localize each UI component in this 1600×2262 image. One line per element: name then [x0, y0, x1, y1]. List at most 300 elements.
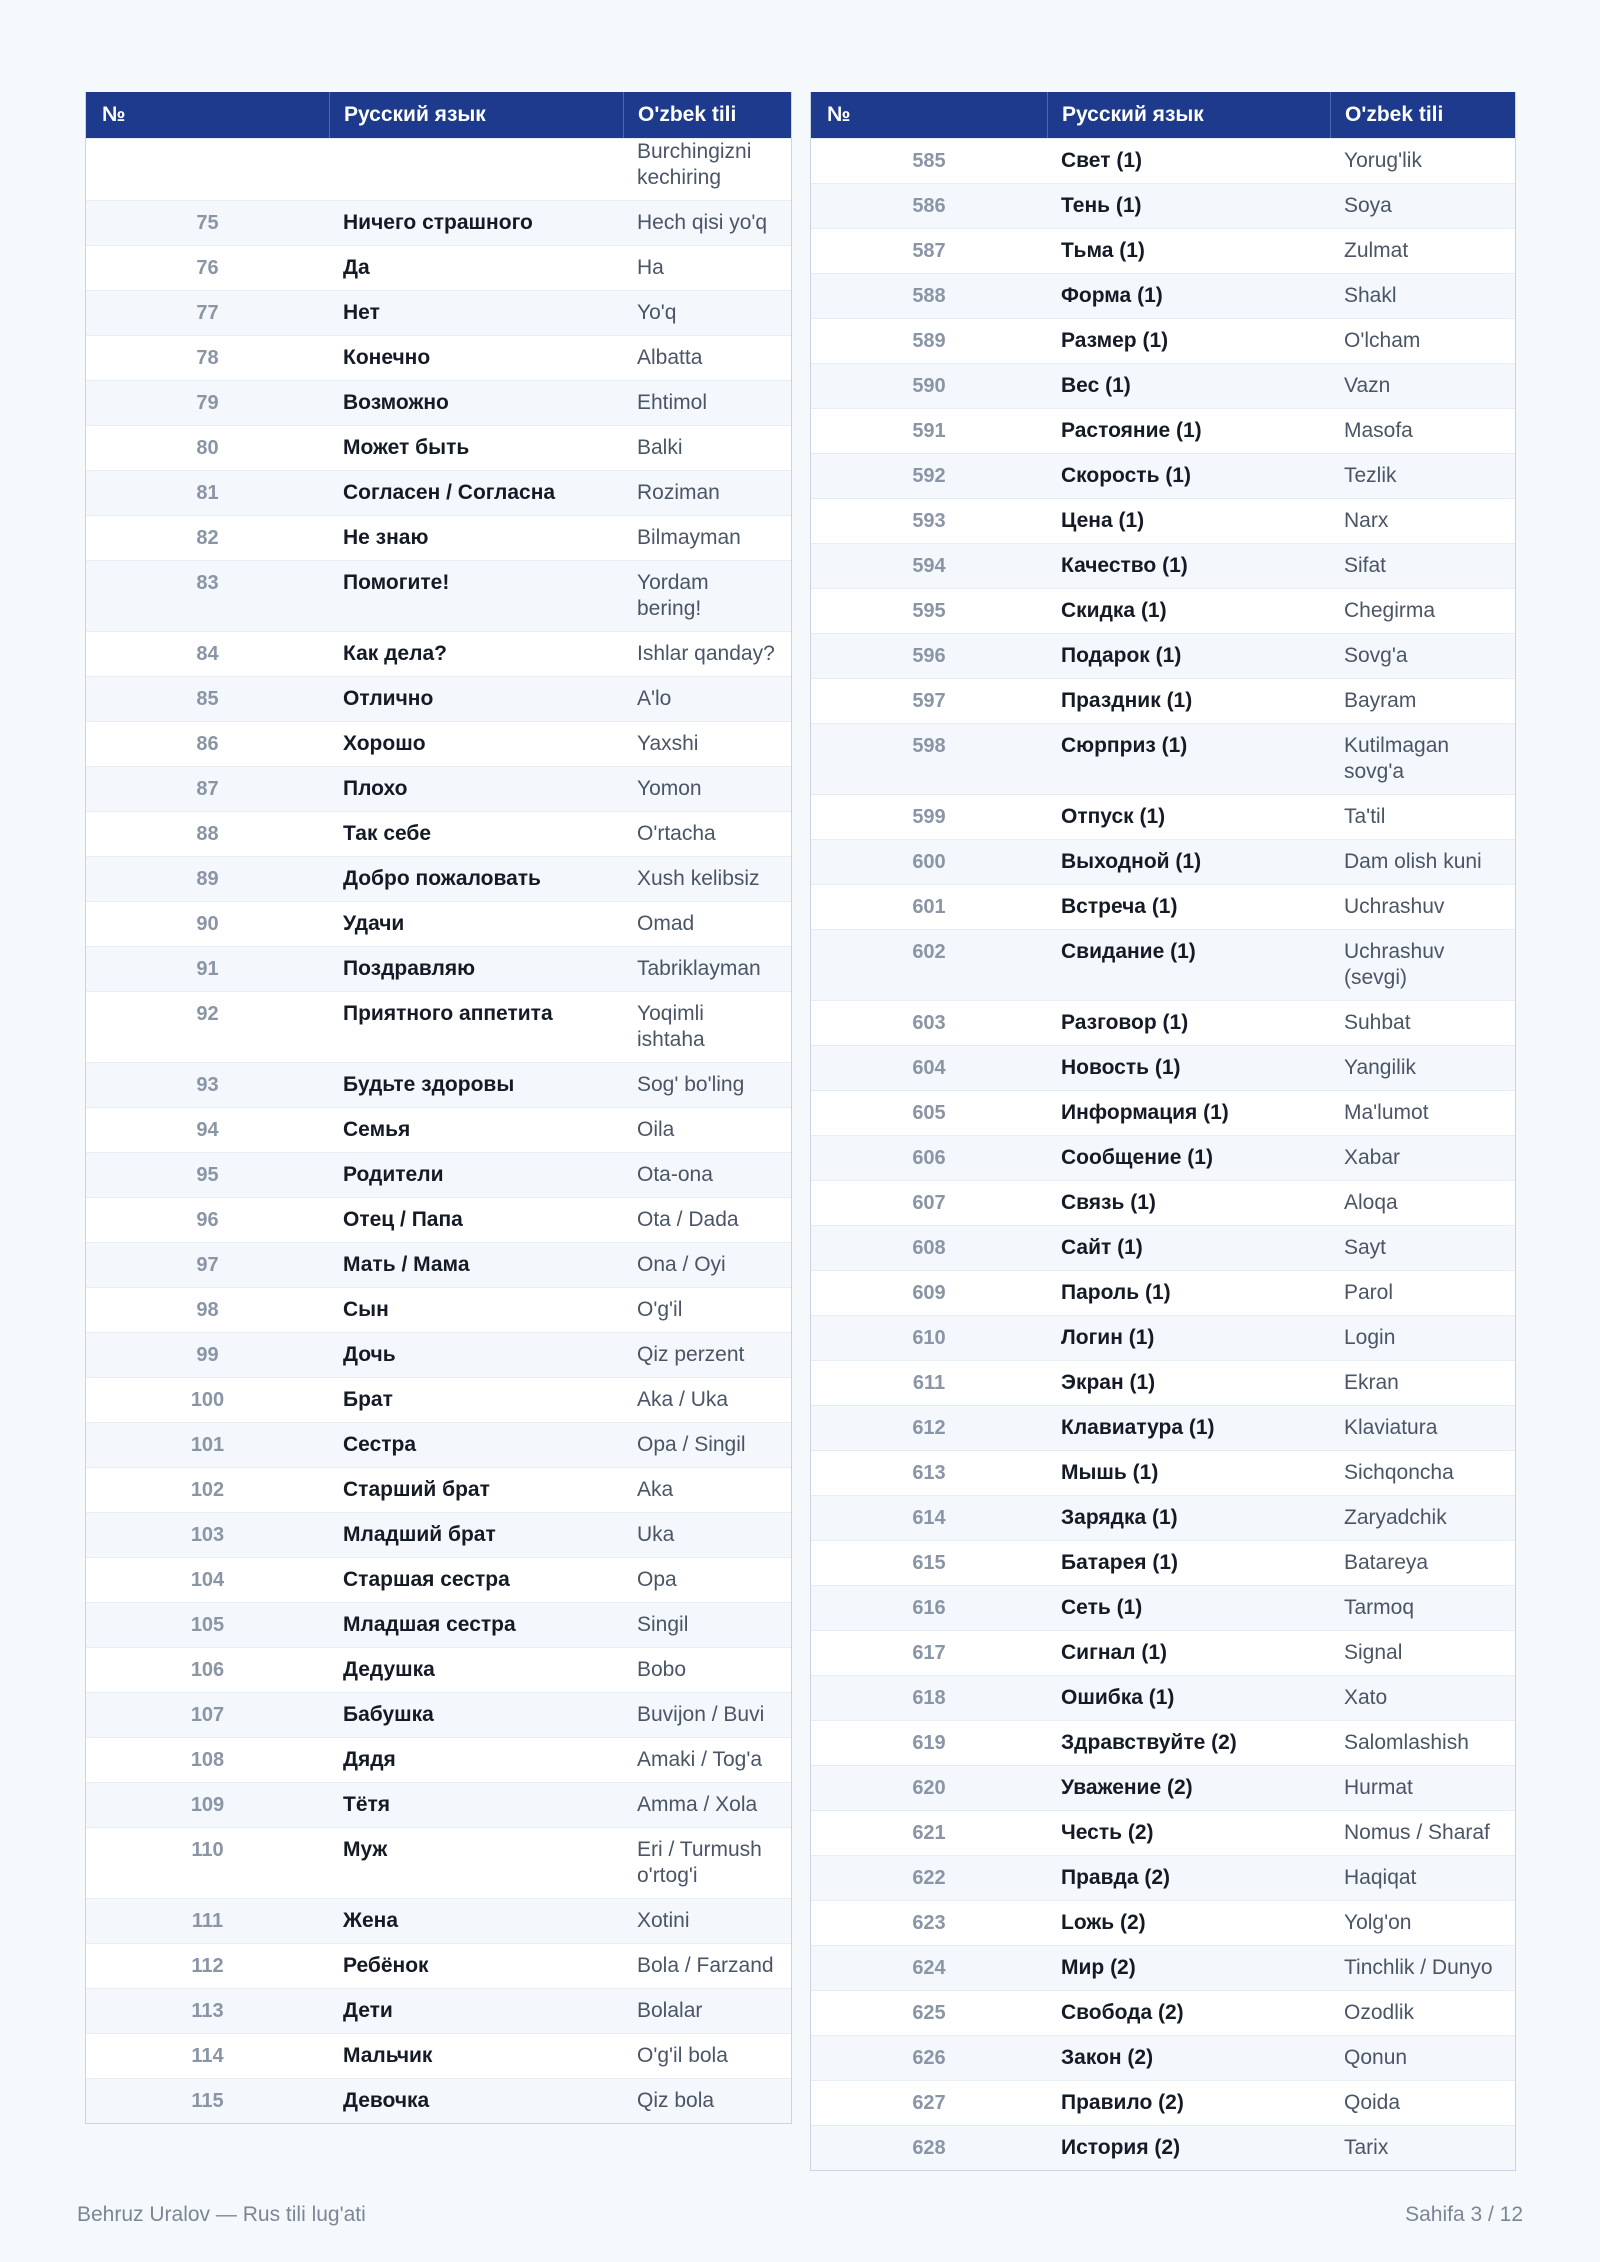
uzbek-translation: Sovg'a [1344, 644, 1408, 667]
row-number: 113 [191, 2000, 224, 2022]
uzbek-translation: Ota / Dada [637, 1208, 739, 1231]
russian-word: Сеть (1) [1061, 1596, 1143, 1619]
row-number: 102 [190, 1479, 225, 1501]
russian-word: Приятного аппетита [343, 1002, 553, 1025]
table-row [86, 766, 791, 811]
row-number: 85 [196, 688, 219, 710]
russian-word: Цена (1) [1061, 509, 1145, 532]
russian-word: Ребёнок [343, 1954, 429, 1977]
uzbek-translation: Uchrashuv (sevgi) [1344, 940, 1445, 989]
row-number: 586 [912, 195, 946, 217]
row-number: 600 [912, 851, 946, 873]
uzbek-translation: A'lo [637, 687, 672, 710]
uzbek-translation: Klaviatura [1344, 1416, 1438, 1439]
row-number: 608 [912, 1237, 946, 1259]
russian-word: Сюрприз (1) [1061, 734, 1188, 757]
russian-word: Ничего страшного [343, 211, 533, 234]
russian-word: Клавиатура (1) [1061, 1416, 1215, 1439]
russian-word: Дочь [343, 1343, 396, 1366]
uzbek-translation: Hurmat [1344, 1776, 1413, 1799]
uzbek-translation: Yolg'on [1344, 1911, 1412, 1934]
uzbek-translation: Oila [637, 1118, 675, 1141]
row-number: 83 [196, 572, 219, 594]
row-number: 76 [196, 257, 219, 279]
table-row [86, 1512, 791, 1557]
russian-word: Отлично [343, 687, 434, 710]
russian-word: Разговор (1) [1061, 1011, 1189, 1034]
uzbek-translation: Xato [1344, 1686, 1388, 1709]
uzbek-translation: Zaryadchik [1344, 1506, 1447, 1529]
table-row [86, 1737, 791, 1782]
uzbek-translation: Amaki / Tog'a [637, 1748, 763, 1771]
russian-word: Может быть [343, 436, 470, 459]
uzbek-translation: O'g'il [637, 1298, 683, 1321]
table-row [86, 1197, 791, 1242]
row-number: 101 [190, 1434, 225, 1456]
row-number: 598 [912, 735, 946, 757]
row-number: 98 [196, 1299, 219, 1321]
uzbek-translation: O'g'il bola [637, 2044, 728, 2067]
row-number: 593 [912, 510, 946, 532]
table-row [86, 1647, 791, 1692]
russian-word: Сын [343, 1298, 389, 1321]
uzbek-translation: Bilmayman [637, 526, 741, 549]
russian-word: Честь (2) [1061, 1821, 1154, 1844]
table-row [86, 515, 791, 560]
table-row [811, 1315, 1515, 1360]
uzbek-translation: Sichqoncha [1344, 1461, 1454, 1484]
row-number: 79 [196, 392, 219, 414]
table-row [86, 1782, 791, 1827]
russian-word: Ошибка (1) [1061, 1686, 1175, 1709]
header-number: № [827, 103, 851, 126]
uzbek-translation: O'lcham [1344, 329, 1421, 352]
russian-word: Связь (1) [1061, 1191, 1156, 1214]
uzbek-translation: Eri / Turmush o'rtog'i [637, 1838, 762, 1887]
row-number: 108 [190, 1749, 225, 1771]
row-number: 78 [196, 347, 219, 369]
russian-word: Жена [343, 1909, 399, 1932]
uzbek-translation: Vazn [1344, 374, 1391, 397]
uzbek-translation: Ta'til [1344, 805, 1386, 828]
uzbek-translation: Ozodlik [1344, 2001, 1415, 2024]
uzbek-translation: Signal [1344, 1641, 1403, 1664]
row-number: 93 [196, 1074, 219, 1096]
uzbek-translation: Narx [1344, 509, 1389, 532]
uzbek-translation: Ona / Oyi [637, 1253, 726, 1276]
row-number: 604 [912, 1057, 946, 1079]
table-header [811, 92, 1515, 138]
table-row [811, 1540, 1515, 1585]
russian-word: Экран (1) [1061, 1371, 1156, 1394]
row-number: 86 [196, 733, 219, 755]
russian-word: Возможно [343, 391, 449, 414]
table-row [86, 721, 791, 766]
russian-word: Мать / Мама [343, 1253, 470, 1276]
row-number: 105 [190, 1614, 225, 1636]
table-row [811, 678, 1515, 723]
row-number: 110 [191, 1839, 224, 1861]
table-row [811, 1900, 1515, 1945]
russian-word: Семья [343, 1118, 411, 1141]
uzbek-translation: Albatta [637, 346, 703, 369]
russian-word: Свидание (1) [1061, 940, 1196, 963]
table-row [86, 1107, 791, 1152]
table-row [86, 1898, 791, 1943]
row-number: 95 [196, 1164, 219, 1186]
uzbek-translation: Aloqa [1344, 1191, 1398, 1214]
uzbek-translation: Bolalar [637, 1999, 703, 2022]
row-number: 606 [912, 1147, 946, 1169]
table-row [811, 1720, 1515, 1765]
row-number: 81 [196, 482, 219, 504]
uzbek-translation: Singil [637, 1613, 689, 1636]
table-row [811, 408, 1515, 453]
uzbek-translation: Chegirma [1344, 599, 1436, 622]
table-row [86, 245, 791, 290]
russian-word: Качество (1) [1061, 554, 1188, 577]
table-row [811, 1495, 1515, 1540]
table-row [86, 200, 791, 245]
row-number: 82 [196, 527, 219, 549]
uzbek-translation: Sayt [1344, 1236, 1387, 1259]
header-russian: Русский язык [1047, 92, 1330, 138]
russian-word: Сообщение (1) [1061, 1146, 1213, 1169]
uzbek-translation: Bayram [1344, 689, 1417, 712]
russian-word: Согласен / Согласна [343, 481, 556, 504]
row-number: 106 [190, 1659, 225, 1681]
uzbek-translation: Masofa [1344, 419, 1413, 442]
table-row [86, 1242, 791, 1287]
uzbek-translation: Uchrashuv [1344, 895, 1445, 918]
row-number: 92 [196, 1003, 219, 1025]
russian-word: Скорость (1) [1061, 464, 1191, 487]
row-number: 607 [912, 1192, 946, 1214]
table-row [811, 1450, 1515, 1495]
uzbek-translation: Burchingizni kechiring [637, 140, 752, 189]
uzbek-translation: Soya [1344, 194, 1392, 217]
table-row [86, 335, 791, 380]
table-body [86, 138, 791, 2123]
uzbek-translation: Omad [637, 912, 695, 935]
russian-word: Выходной (1) [1061, 850, 1202, 873]
uzbek-translation: Yaxshi [637, 732, 699, 755]
row-number: 616 [912, 1597, 946, 1619]
table-row [811, 318, 1515, 363]
table-row-continued [86, 138, 791, 200]
table-row [811, 723, 1515, 794]
russian-word: Сестра [343, 1433, 417, 1456]
russian-word: Плохо [343, 777, 408, 800]
row-number: 619 [912, 1732, 946, 1754]
table-row [811, 929, 1515, 1000]
russian-word: Уважение (2) [1061, 1776, 1193, 1799]
row-number: 591 [912, 420, 946, 442]
russian-word: Свобода (2) [1061, 2001, 1184, 2024]
uzbek-translation: Qiz perzent [637, 1343, 745, 1366]
russian-word: Закон (2) [1061, 2046, 1154, 2069]
russian-word: Батарея (1) [1061, 1551, 1178, 1574]
uzbek-translation: Aka / Uka [637, 1388, 729, 1411]
table-row [86, 676, 791, 721]
row-number: 594 [912, 555, 946, 577]
uzbek-translation: Qiz bola [637, 2089, 715, 2112]
uzbek-translation: Bola / Farzand [637, 1954, 774, 1977]
row-number: 103 [190, 1524, 225, 1546]
header-uzbek: O'zbek tili [1330, 92, 1515, 138]
russian-word: Нет [343, 301, 380, 324]
uzbek-translation: Ehtimol [637, 391, 708, 414]
uzbek-translation: Suhbat [1344, 1011, 1411, 1034]
vocabulary-table-right [810, 92, 1516, 2171]
row-number: 588 [912, 285, 946, 307]
table-row [86, 631, 791, 676]
table-row [86, 1422, 791, 1467]
row-number: 592 [912, 465, 946, 487]
uzbek-translation: Sog' bo'ling [637, 1073, 745, 1096]
uzbek-translation: Hech qisi yo'q [637, 211, 768, 234]
table-row [811, 228, 1515, 273]
russian-word: Информация (1) [1061, 1101, 1229, 1124]
russian-word: Мальчик [343, 2044, 433, 2067]
table-row [811, 794, 1515, 839]
header-number: № [102, 103, 126, 126]
table-row [86, 1287, 791, 1332]
uzbek-translation: Balki [637, 436, 683, 459]
row-number: 97 [196, 1254, 219, 1276]
table-row [86, 1943, 791, 1988]
russian-word: Добро пожаловать [343, 867, 541, 890]
row-number: 615 [912, 1552, 946, 1574]
russian-word: История (2) [1061, 2136, 1181, 2159]
uzbek-translation: Shakl [1344, 284, 1397, 307]
row-number: 89 [196, 868, 219, 890]
row-number: 609 [912, 1282, 946, 1304]
table-row [811, 498, 1515, 543]
table-row [811, 1765, 1515, 1810]
row-number: 595 [912, 600, 946, 622]
row-number: 596 [912, 645, 946, 667]
row-number: 599 [912, 806, 946, 828]
table-row [811, 1225, 1515, 1270]
row-number: 614 [912, 1507, 946, 1529]
row-number: 623 [912, 1912, 946, 1934]
table-row [811, 839, 1515, 884]
uzbek-translation: Login [1344, 1326, 1396, 1349]
russian-word: Свет (1) [1061, 149, 1142, 172]
table-row [811, 453, 1515, 498]
row-number: 621 [912, 1822, 946, 1844]
table-row [86, 946, 791, 991]
table-row [811, 884, 1515, 929]
russian-word: Удачи [343, 912, 405, 935]
uzbek-translation: Uka [637, 1523, 675, 1546]
uzbek-translation: Ha [637, 256, 664, 279]
table-row [86, 1152, 791, 1197]
table-row [811, 1945, 1515, 1990]
uzbek-translation: Xotini [637, 1909, 690, 1932]
row-number: 590 [912, 375, 946, 397]
uzbek-translation: Tabriklayman [637, 957, 761, 980]
row-number: 90 [196, 913, 219, 935]
russian-word: Форма (1) [1061, 284, 1163, 307]
table-row [86, 1988, 791, 2033]
uzbek-translation: Xush kelibsiz [637, 867, 760, 890]
vocabulary-table-left [85, 92, 792, 2124]
uzbek-translation: Dam olish kuni [1344, 850, 1482, 873]
row-number: 589 [912, 330, 946, 352]
russian-word: Размер (1) [1061, 329, 1169, 352]
table-row [811, 1045, 1515, 1090]
uzbek-translation: Sifat [1344, 554, 1387, 577]
table-row [86, 1062, 791, 1107]
russian-word: Так себе [343, 822, 432, 845]
uzbek-translation: Ota-ona [637, 1163, 713, 1186]
russian-word: Тень (1) [1061, 194, 1142, 217]
row-number: 84 [196, 643, 219, 665]
russian-word: Дети [343, 1999, 393, 2022]
russian-word: Да [343, 256, 370, 279]
row-number: 96 [196, 1209, 219, 1231]
russian-word: Правда (2) [1061, 1866, 1171, 1889]
russian-word: Как дела? [343, 642, 447, 665]
table-row [86, 1827, 791, 1898]
table-row [811, 588, 1515, 633]
table-row [811, 1585, 1515, 1630]
row-number: 109 [190, 1794, 225, 1816]
header-uzbek: O'zbek tili [623, 92, 791, 138]
russian-word: Новость (1) [1061, 1056, 1181, 1079]
table-row [86, 380, 791, 425]
table-row [811, 183, 1515, 228]
row-number: 112 [191, 1955, 224, 1977]
table-row [86, 1377, 791, 1422]
row-number: 585 [912, 150, 946, 172]
uzbek-translation: Xabar [1344, 1146, 1401, 1169]
table-row [811, 138, 1515, 183]
uzbek-translation: Roziman [637, 481, 720, 504]
uzbek-translation: Qoida [1344, 2091, 1401, 2114]
row-number: 104 [190, 1569, 225, 1591]
russian-word: Подарок (1) [1061, 644, 1182, 667]
row-number: 99 [196, 1344, 219, 1366]
uzbek-translation: Yordam bering! [637, 571, 709, 620]
russian-word [329, 139, 623, 200]
uzbek-translation: Yoqimli ishtaha [637, 1002, 705, 1051]
row-number: 622 [912, 1867, 946, 1889]
russian-word: Старший брат [343, 1478, 490, 1501]
table-row [86, 1467, 791, 1512]
russian-word: Растояние (1) [1061, 419, 1202, 442]
row-number: 91 [196, 958, 219, 980]
uzbek-translation: O'rtacha [637, 822, 716, 845]
footer-page-number: Sahifa 3 / 12 [1405, 2203, 1523, 2226]
russian-word: Мышь (1) [1061, 1461, 1159, 1484]
russian-word: Брат [343, 1388, 393, 1411]
row-number: 602 [912, 941, 946, 963]
table-row [811, 1990, 1515, 2035]
row-number: 628 [912, 2137, 946, 2159]
uzbek-translation: Yorug'lik [1344, 149, 1422, 172]
table-header [86, 92, 791, 138]
uzbek-translation: Parol [1344, 1281, 1394, 1304]
table-row [86, 2033, 791, 2078]
table-row [811, 1090, 1515, 1135]
row-number: 612 [912, 1417, 946, 1439]
russian-word: Тьма (1) [1061, 239, 1145, 262]
russian-word: Поздравляю [343, 957, 476, 980]
russian-word: Зарядка (1) [1061, 1506, 1178, 1529]
table-body [811, 138, 1515, 2170]
russian-word: Скидка (1) [1061, 599, 1167, 622]
row-number: 627 [912, 2092, 946, 2114]
row-number [86, 139, 329, 200]
row-number: 87 [196, 778, 219, 800]
uzbek-translation: Batareya [1344, 1551, 1429, 1574]
table-row [811, 1675, 1515, 1720]
russian-word: Логин (1) [1061, 1326, 1155, 1349]
uzbek-translation: Yomon [637, 777, 702, 800]
russian-word: Младший брат [343, 1523, 496, 1546]
table-row [86, 1692, 791, 1737]
table-row [811, 2080, 1515, 2125]
header-russian: Русский язык [329, 92, 623, 138]
row-number: 601 [912, 896, 946, 918]
row-number: 80 [196, 437, 219, 459]
russian-word: Правило (2) [1061, 2091, 1184, 2114]
row-number: 587 [912, 240, 946, 262]
russian-word: Сигнал (1) [1061, 1641, 1168, 1664]
row-number: 94 [196, 1119, 219, 1141]
russian-word: Не знаю [343, 526, 429, 549]
uzbek-translation: Bobo [637, 1658, 687, 1681]
table-row [86, 1602, 791, 1647]
russian-word: Родители [343, 1163, 444, 1186]
uzbek-translation: Ishlar qanday? [637, 642, 775, 665]
table-row [811, 1810, 1515, 1855]
table-row [811, 2125, 1515, 2170]
table-row [86, 560, 791, 631]
table-row [811, 543, 1515, 588]
uzbek-translation: Zulmat [1344, 239, 1409, 262]
table-row [811, 1360, 1515, 1405]
row-number: 111 [191, 1910, 224, 1932]
uzbek-translation: Kutilmagan sovg'a [1344, 734, 1450, 783]
row-number: 603 [912, 1012, 946, 1034]
uzbek-translation: Salomlashish [1344, 1731, 1469, 1754]
russian-word: Старшая сестра [343, 1568, 510, 1591]
table-row [86, 2078, 791, 2123]
row-number: 625 [912, 2002, 946, 2024]
table-row [811, 2035, 1515, 2080]
russian-word: Тётя [343, 1793, 391, 1816]
russian-word: Муж [343, 1838, 388, 1861]
table-row [86, 290, 791, 335]
russian-word: Встреча (1) [1061, 895, 1178, 918]
russian-word: Бабушка [343, 1703, 434, 1726]
row-number: 114 [191, 2045, 224, 2067]
table-row [86, 811, 791, 856]
russian-word: Девочка [343, 2089, 430, 2112]
row-number: 611 [912, 1372, 946, 1394]
table-row [86, 1557, 791, 1602]
table-row [86, 425, 791, 470]
russian-word: Отпуск (1) [1061, 805, 1166, 828]
russian-word: Сайт (1) [1061, 1236, 1143, 1259]
uzbek-translation: Tinchlik / Dunyo [1344, 1956, 1493, 1979]
table-row [86, 1332, 791, 1377]
row-number: 115 [191, 2090, 224, 2112]
